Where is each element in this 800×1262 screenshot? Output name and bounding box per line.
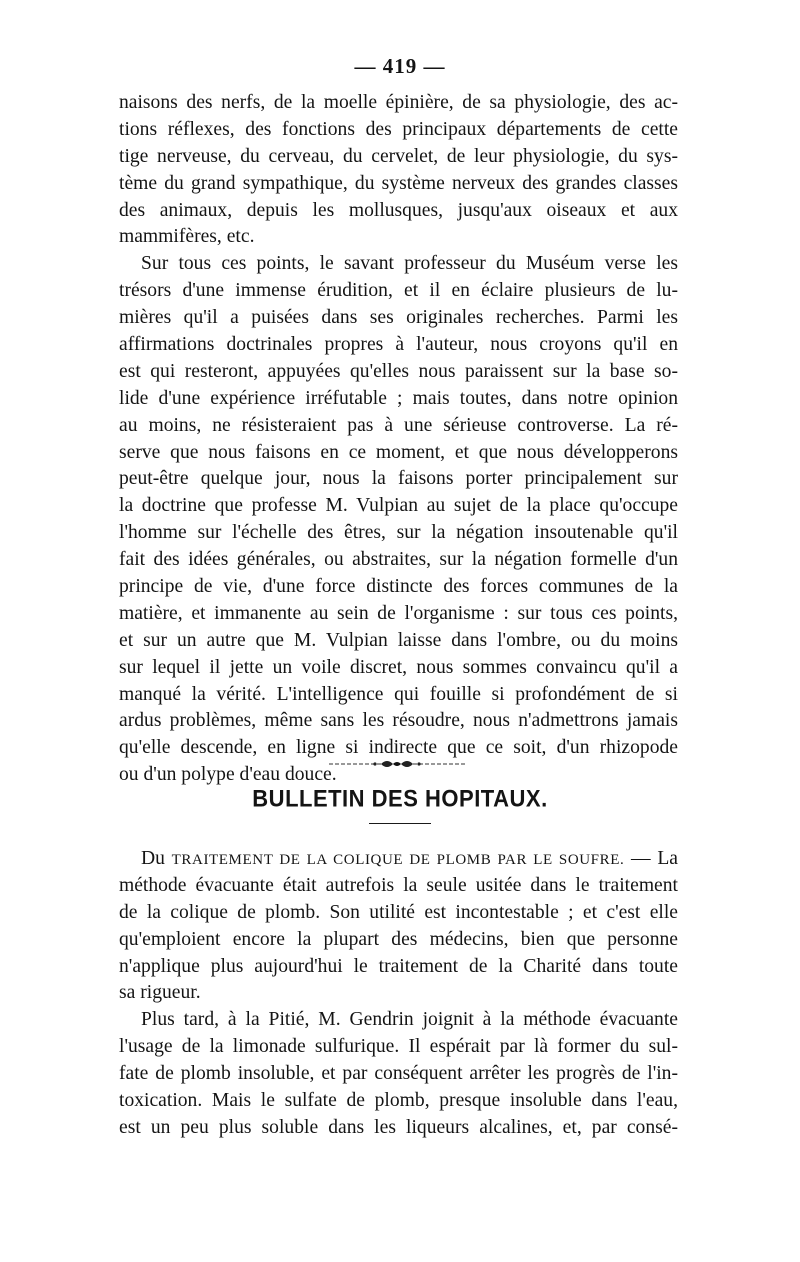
paragraph-continued: [119, 90, 678, 251]
heading-rule: [369, 823, 431, 824]
lead-in-line: [119, 846, 678, 873]
page-number: — 419 —: [354, 54, 446, 78]
lead-in-tail: — La: [624, 848, 678, 869]
text-line: mammifères, etc.: [119, 226, 255, 248]
text-line: et sur un autre que M. Vulpian laisse dans l'ombre, ou du moins: [119, 629, 678, 651]
text-line: mières qu'il a puisées dans ses originales recherches. Parmi les: [119, 307, 678, 329]
text-block-upper: [119, 90, 678, 789]
text-line: tème du grand sympathique, du système nerveux des grandes classes: [119, 172, 678, 194]
text-block-lower: [119, 846, 678, 1142]
text-line: Sur tous ces points, le savant professeur du Muséum verse les: [141, 253, 678, 275]
paragraph-gendrin: [119, 1007, 678, 1141]
text-line: l'homme sur l'échelle des êtres, sur la négation insoutenable qu'il: [119, 522, 678, 544]
text-line: des animaux, depuis les mollusques, jusqu'aux oiseaux et aux: [119, 199, 678, 221]
text-line: serve que nous faisons en ce moment, et que nous développerons: [119, 441, 678, 463]
text-line: toxication. Mais le sulfate de plomb, presque insoluble dans l'eau,: [119, 1090, 678, 1112]
text-line: fait des idées générales, ou abstraites, sur la négation formelle d'un: [119, 549, 678, 571]
text-line: est qui resteront, appuyées qu'elles nous paraissent sur la base so-: [119, 360, 678, 382]
text-line: affirmations doctrinales propres à l'auteur, nous croyons qu'il en: [119, 334, 678, 356]
text-line: qu'elle descende, en ligne si indirecte que ce soit, d'un rhizopode: [119, 737, 678, 759]
text-line: matière, et immanente au sein de l'organisme : sur tous ces points,: [119, 602, 678, 624]
text-line: la doctrine que professe M. Vulpian au sujet de la place qu'occupe: [119, 495, 678, 517]
text-line: de la colique de plomb. Son utilité est incontestable ; et c'est elle: [119, 901, 678, 923]
text-line: ardus problèmes, même sans les résoudre, nous n'admettrons jamais: [119, 710, 678, 732]
lead-in-first-word: Du: [141, 848, 165, 869]
text-line: sa rigueur.: [119, 982, 201, 1004]
decorative-ornament: [327, 757, 467, 771]
text-line: au moins, ne résisteraient pas à une sérieuse controverse. La ré-: [119, 414, 678, 436]
text-line: méthode évacuante était autrefois la seule usitée dans le traitement: [119, 874, 678, 896]
text-line: principe de vie, d'une force distincte des forces communes de la: [119, 576, 678, 598]
text-line: naisons des nerfs, de la moelle épinière, de sa physiologie, des ac-: [119, 92, 678, 113]
text-line: qu'emploient encore la plupart des médecins, bien que personne: [119, 928, 678, 950]
lead-in-title: TRAITEMENT DE LA COLIQUE DE PLOMB PAR LE SOUFRE.: [171, 852, 625, 868]
text-line: ou d'un polype d'eau douce.: [119, 764, 337, 786]
text-line: manqué la vérité. L'intelligence qui fouille si profondément de si: [119, 683, 678, 705]
text-line: peut-être quelque jour, nous la faisons porter principalement sur: [119, 468, 678, 490]
text-line: fate de plomb insoluble, et par conséquent arrêter les progrès de l'in-: [119, 1063, 678, 1085]
paragraph-lead-colic: [119, 846, 678, 1007]
paragraph-review: [119, 251, 678, 789]
text-line: sur lequel il jette un voile discret, nous sommes convaincu qu'il a: [119, 656, 678, 678]
text-line: tige nerveuse, du cerveau, du cervelet, de leur physiologie, du sys-: [119, 145, 678, 167]
text-line: est un peu plus soluble dans les liqueurs alcalines, et, par consé-: [119, 1116, 678, 1138]
text-line: lide d'une expérience irréfutable ; mais toutes, dans notre opinion: [119, 387, 678, 409]
section-heading: BULLETIN DES HOPITAUX.: [252, 784, 548, 812]
text-line: l'usage de la limonade sulfurique. Il espérait par là former du sul-: [119, 1036, 678, 1058]
text-line: Plus tard, à la Pitié, M. Gendrin joignit à la méthode évacuante: [141, 1009, 678, 1031]
text-line: n'applique plus aujourd'hui le traitement de la Charité dans toute: [119, 955, 678, 977]
text-line: trésors d'une immense érudition, et il en éclaire plusieurs de lu-: [119, 280, 678, 302]
text-line: tions réflexes, des fonctions des principaux départements de cette: [119, 118, 678, 140]
